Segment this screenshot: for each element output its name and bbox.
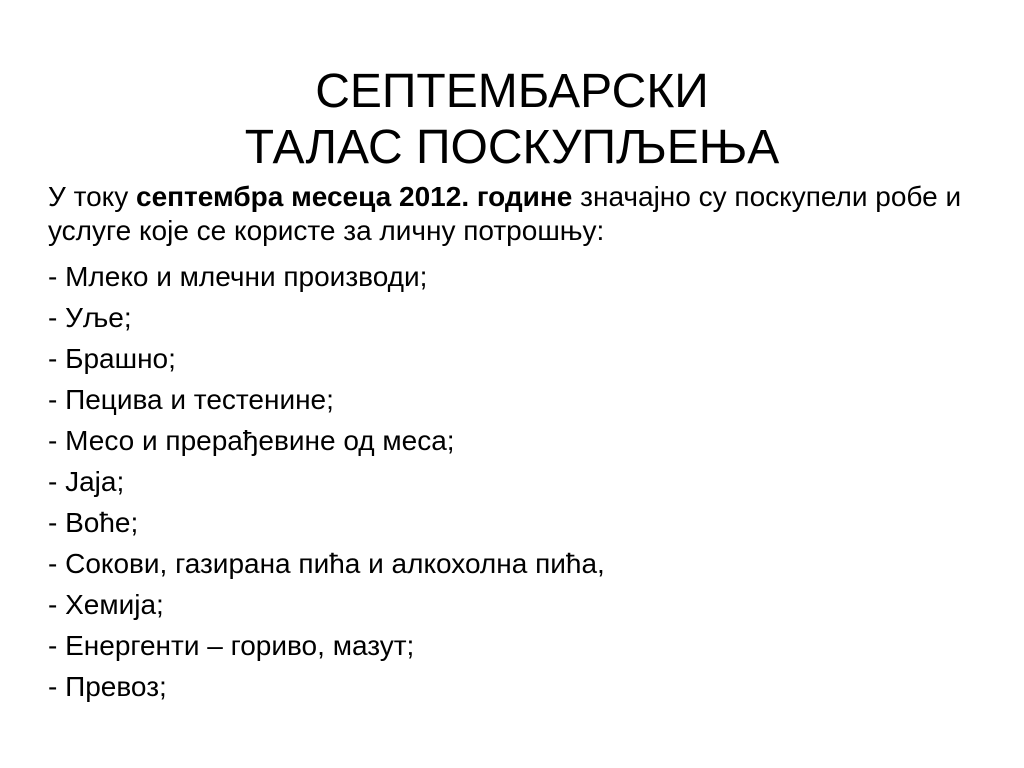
intro-suffix: значајно су поскупели робе и услуге које се користе за личну потрошњу: (48, 181, 962, 246)
list-item: - Хемија; (48, 589, 164, 620)
list-item: - Јаја; (48, 466, 125, 497)
title-line-1: СЕПТЕМБАРСКИ (315, 65, 709, 119)
list-item: - Брашно; (48, 343, 176, 374)
slide-title (0, 64, 1024, 176)
slide-body (48, 180, 1018, 711)
list-item: - Превоз; (48, 671, 167, 702)
intro-bold-date: септембра месеца 2012. године (136, 181, 573, 212)
list-item: - Енергенти – гориво, мазут; (48, 630, 415, 661)
list-item: - Уље; (48, 302, 132, 333)
intro-prefix: У току (48, 181, 136, 212)
list-item: - Сокови, газирана пића и алкохолна пића, (48, 548, 605, 579)
title-line-2: ТАЛАС ПОСКУПЉЕЊА (244, 121, 780, 175)
price-increase-list (48, 260, 1018, 704)
intro-paragraph (48, 180, 1018, 248)
list-item: - Воће; (48, 507, 139, 538)
list-item: - Млеко и млечни производи; (48, 261, 428, 292)
list-item: - Месо и прерађевине од меса; (48, 425, 455, 456)
list-item: - Пецива и тестенине; (48, 384, 334, 415)
